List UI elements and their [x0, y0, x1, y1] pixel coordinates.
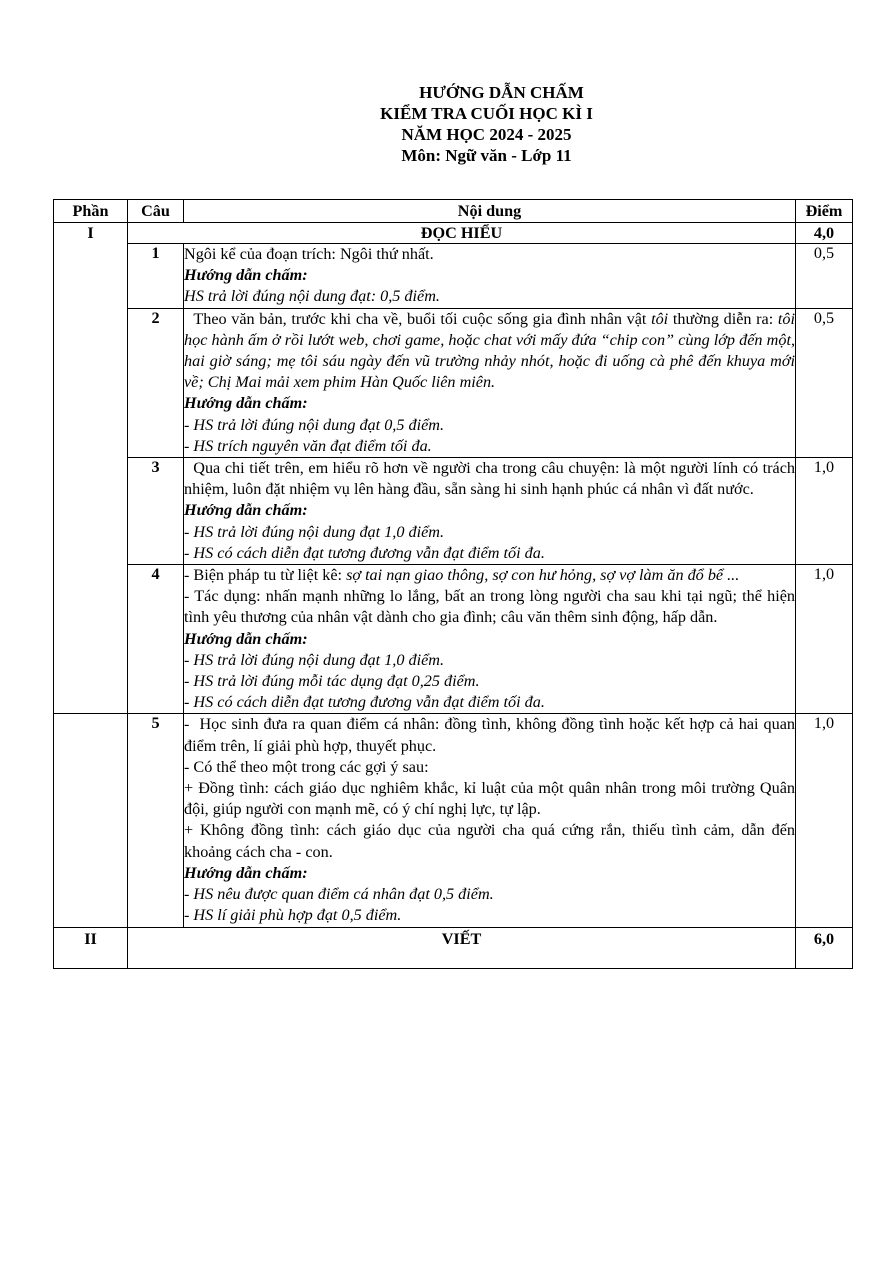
section-score: 6,0: [796, 927, 853, 968]
col-header-score: Điểm: [796, 200, 853, 223]
question-score: 1,0: [796, 458, 853, 565]
part-cell-empty: [54, 565, 128, 714]
header-title: HƯỚNG DẪN CHẤM: [419, 83, 584, 102]
question-content: [184, 714, 800, 927]
question-score: 1,0: [796, 714, 853, 927]
question-number: 3: [128, 458, 184, 565]
answer-text: - Biện pháp tu từ liệt kê: sợ tai nạn giao thông, sợ con hư hỏng, sợ vợ làm ăn đổ bể ...: [184, 566, 740, 585]
header-exam-name: KIỂM TRA CUỐI HỌC KÌ I: [380, 104, 593, 123]
guide-label: Hướng dẫn chấm:: [184, 629, 308, 648]
part-cell-empty: [54, 458, 128, 565]
question-content: [184, 458, 800, 565]
answer-text: Ngôi kể của đoạn trích: Ngôi thứ nhất.: [184, 245, 434, 263]
guide-item: - HS có cách diễn đạt tương đương vẫn đạt điểm tối đa.: [184, 543, 545, 562]
guide-item: - HS lí giải phù hợp đạt 0,5 điểm.: [184, 906, 402, 925]
guide-item: - HS có cách diễn đạt tương đương vẫn đạt điểm tối đa.: [184, 693, 545, 712]
document-header: [0, 82, 893, 166]
section-part: I: [54, 223, 128, 244]
table-header-row: [54, 200, 853, 223]
col-header-content: Nội dung: [184, 200, 796, 223]
question-number: 4: [128, 565, 184, 714]
table-row: [54, 458, 853, 565]
answer-text: Qua chi tiết trên, em hiểu rõ hơn về người cha trong câu chuyện: là một người lính có trách nhiệm, luôn đặt nhiệm vụ lên hàng đầu, sẵn sàng hi sinh hạnh phúc cá nhân vì đất nước.: [184, 459, 800, 499]
guide-item: - HS trả lời đúng nội dung đạt 1,0 điểm.: [184, 522, 444, 541]
section-row-reading: [54, 223, 853, 244]
header-subject: Môn: Ngữ văn - Lớp 11: [401, 146, 572, 165]
guide-item: - HS trả lời đúng mỗi tác dụng đạt 0,25 điểm.: [184, 672, 480, 691]
table-row: [54, 565, 853, 714]
section-title: ĐỌC HIỂU: [128, 223, 796, 244]
answer-text: - Tác dụng: nhấn mạnh những lo lắng, bất an trong lòng người cha sau khi tại ngũ; thể hiện tình yêu thương của nhân vật dành cho gia đình; câu văn thêm sinh động, hấp dẫn.: [184, 587, 795, 627]
section-row-writing: [54, 927, 853, 968]
question-content: [184, 308, 796, 457]
answer-text: - Học sinh đưa ra quan điểm cá nhân: đồng tình, không đồng tình hoặc kết hợp cả hai quan điểm trên, lí giải phù hợp, thuyết phục.: [184, 715, 800, 755]
guide-item: - HS trả lời đúng nội dung đạt 1,0 điểm.: [184, 650, 444, 669]
answer-text: - Có thể theo một trong các gợi ý sau:: [184, 757, 429, 776]
question-number: 5: [128, 714, 184, 927]
question-score: 0,5: [796, 308, 853, 457]
section-title: VIẾT: [128, 927, 796, 968]
question-score: 1,0: [796, 565, 853, 714]
guide-item: - HS trích nguyên văn đạt điểm tối đa.: [184, 436, 432, 455]
header-school-year: NĂM HỌC 2024 - 2025: [401, 125, 572, 144]
question-number: 2: [128, 308, 184, 457]
answer-text: Theo văn bản, trước khi cha về, buổi tối cuộc sống gia đình nhân vật tôi thường diễn ra: tôi học hành ấm ở rồi lướt web, chơi game, hoặc chat với mấy đứa “chip con” cùng lớp đến một, hai giờ sáng; mẹ tôi sáu ngày đến vũ trường nhảy nhót, hoặc đi uống cà phê đến khuya mới về; Chị Mai mải xem phim Hàn Quốc liên miên.: [184, 309, 796, 392]
part-cell-empty: [54, 714, 128, 927]
col-header-question: Câu: [128, 200, 184, 223]
answer-text: + Đồng tình: cách giáo dục nghiêm khắc, kỉ luật của một quân nhân trong môi trường Quân đội, giúp người con mạnh mẽ, có ý chí nghị lực, tự lập.: [184, 779, 795, 819]
guide-label: Hướng dẫn chấm:: [184, 501, 308, 520]
question-content: [184, 565, 796, 714]
part-cell-empty: [54, 308, 128, 457]
part-cell-empty: [54, 244, 128, 309]
guide-label: Hướng dẫn chấm:: [184, 863, 308, 882]
table-row: [54, 308, 853, 457]
answer-text: + Không đồng tình: cách giáo dục của người cha quá cứng rắn, thiếu tình cảm, dẫn đến khoảng cách cha - con.: [184, 821, 795, 861]
table-row: [54, 714, 853, 927]
guide-item: HS trả lời đúng nội dung đạt: 0,5 điểm.: [184, 287, 440, 306]
guide-label: Hướng dẫn chấm:: [184, 394, 308, 413]
question-score: 0,5: [796, 244, 853, 309]
section-score: 4,0: [796, 223, 853, 244]
guide-item: - HS trả lời đúng nội dung đạt 0,5 điểm.: [184, 415, 444, 434]
question-content: [184, 244, 796, 309]
table-row: [54, 244, 853, 309]
question-number: 1: [128, 244, 184, 309]
guide-item: - HS nêu được quan điểm cá nhân đạt 0,5 điểm.: [184, 885, 494, 904]
section-part: II: [54, 927, 128, 968]
col-header-part: Phần: [54, 200, 128, 223]
grading-table: [53, 199, 853, 969]
guide-label: Hướng dẫn chấm:: [184, 266, 308, 285]
